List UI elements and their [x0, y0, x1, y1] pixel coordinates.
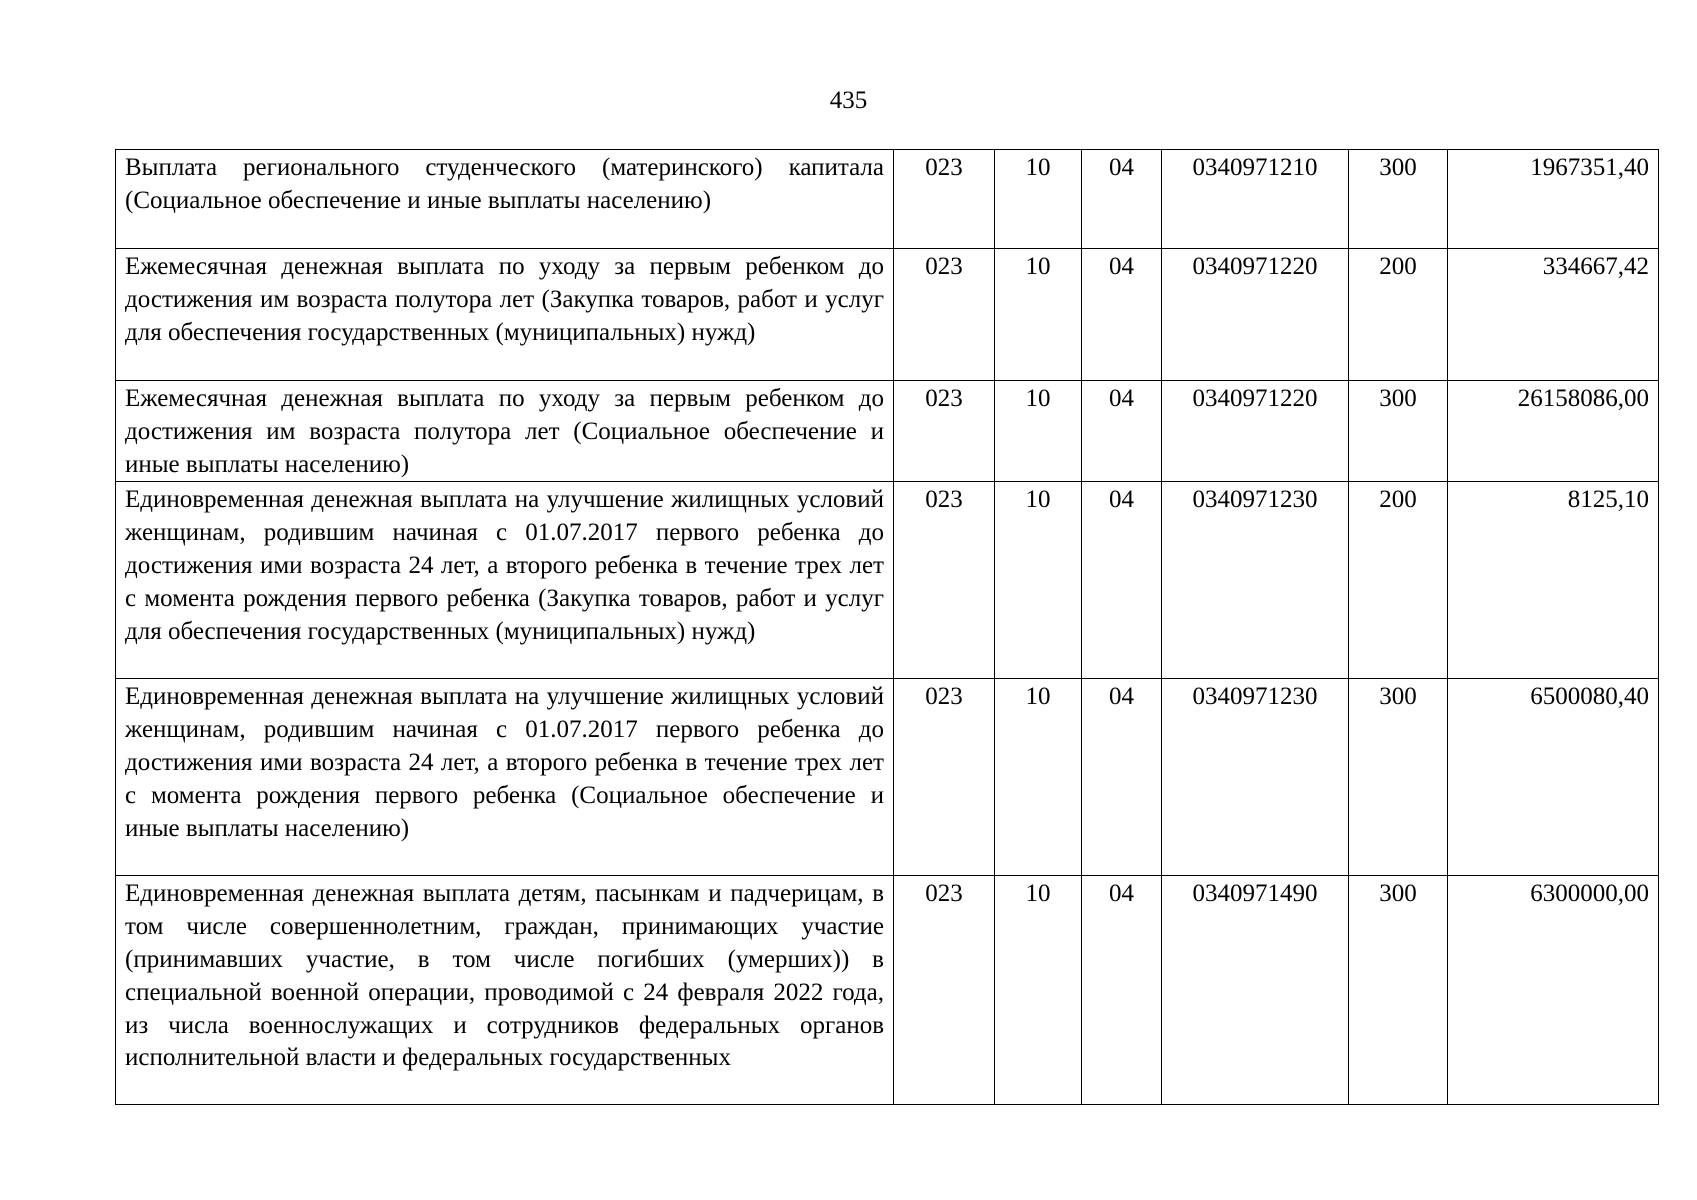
target-item-code: 0340971230 [1162, 679, 1349, 876]
subsection-code: 04 [1082, 150, 1162, 249]
row-description: Ежемесячная денежная выплата по уходу за первым ребенком до достижения им возраста полутора лет (Социальное обеспечение и иные выплаты населению) [116, 381, 894, 482]
expense-type-code: 200 [1349, 249, 1448, 381]
table-row [116, 381, 1659, 482]
expense-type-code: 300 [1349, 381, 1448, 482]
ministry-code: 023 [894, 482, 995, 679]
subsection-code: 04 [1082, 876, 1162, 1105]
section-code: 10 [995, 482, 1082, 679]
table-row [116, 150, 1659, 249]
subsection-code: 04 [1082, 679, 1162, 876]
target-item-code: 0340971220 [1162, 249, 1349, 381]
table-row [116, 249, 1659, 381]
section-code: 10 [995, 876, 1082, 1105]
amount: 8125,10 [1448, 482, 1659, 679]
target-item-code: 0340971490 [1162, 876, 1349, 1105]
target-item-code: 0340971220 [1162, 381, 1349, 482]
row-description: Ежемесячная денежная выплата по уходу за первым ребенком до достижения им возраста полутора лет (Закупка товаров, работ и услуг для обеспечения государственных (муниципальных) нужд) [116, 249, 894, 381]
amount: 334667,42 [1448, 249, 1659, 381]
amount: 6300000,00 [1448, 876, 1659, 1105]
page-number: 435 [829, 87, 868, 114]
ministry-code: 023 [894, 876, 995, 1105]
amount: 1967351,40 [1448, 150, 1659, 249]
row-description: Единовременная денежная выплата на улучшение жилищных условий женщинам, родившим начиная с 01.07.2017 первого ребенка до достижения ими возраста 24 лет, а второго ребенка в течение трех лет с момента рождения первого ребенка (Закупка товаров, работ и услуг для обеспечения государственных (муниципальных) нужд) [116, 482, 894, 679]
expense-type-code: 300 [1349, 679, 1448, 876]
section-code: 10 [995, 150, 1082, 249]
row-description: Единовременная денежная выплата детям, пасынкам и падчерицам, в том числе совершеннолетним, граждан, принимающих участие (принимавших участие, в том числе погибших (умерших)) в специальной военной операции, проводимой с 24 февраля 2022 года, из числа военнослужащих и сотрудников федеральных органов исполнительной власти и федеральных государственных [116, 876, 894, 1105]
amount: 6500080,40 [1448, 679, 1659, 876]
section-code: 10 [995, 679, 1082, 876]
budget-table [115, 149, 1659, 1105]
table-row [116, 679, 1659, 876]
subsection-code: 04 [1082, 249, 1162, 381]
target-item-code: 0340971210 [1162, 150, 1349, 249]
subsection-code: 04 [1082, 381, 1162, 482]
subsection-code: 04 [1082, 482, 1162, 679]
ministry-code: 023 [894, 150, 995, 249]
row-description: Единовременная денежная выплата на улучшение жилищных условий женщинам, родившим начиная с 01.07.2017 первого ребенка до достижения ими возраста 24 лет, а второго ребенка в течение трех лет с момента рождения первого ребенка (Социальное обеспечение и иные выплаты населению) [116, 679, 894, 876]
row-description: Выплата регионального студенческого (материнского) капитала (Социальное обеспечение и иные выплаты населению) [116, 150, 894, 249]
expense-type-code: 200 [1349, 482, 1448, 679]
expense-type-code: 300 [1349, 150, 1448, 249]
section-code: 10 [995, 249, 1082, 381]
ministry-code: 023 [894, 381, 995, 482]
ministry-code: 023 [894, 249, 995, 381]
target-item-code: 0340971230 [1162, 482, 1349, 679]
ministry-code: 023 [894, 679, 995, 876]
section-code: 10 [995, 381, 1082, 482]
amount: 26158086,00 [1448, 381, 1659, 482]
table-row [116, 482, 1659, 679]
table-row [116, 876, 1659, 1105]
expense-type-code: 300 [1349, 876, 1448, 1105]
